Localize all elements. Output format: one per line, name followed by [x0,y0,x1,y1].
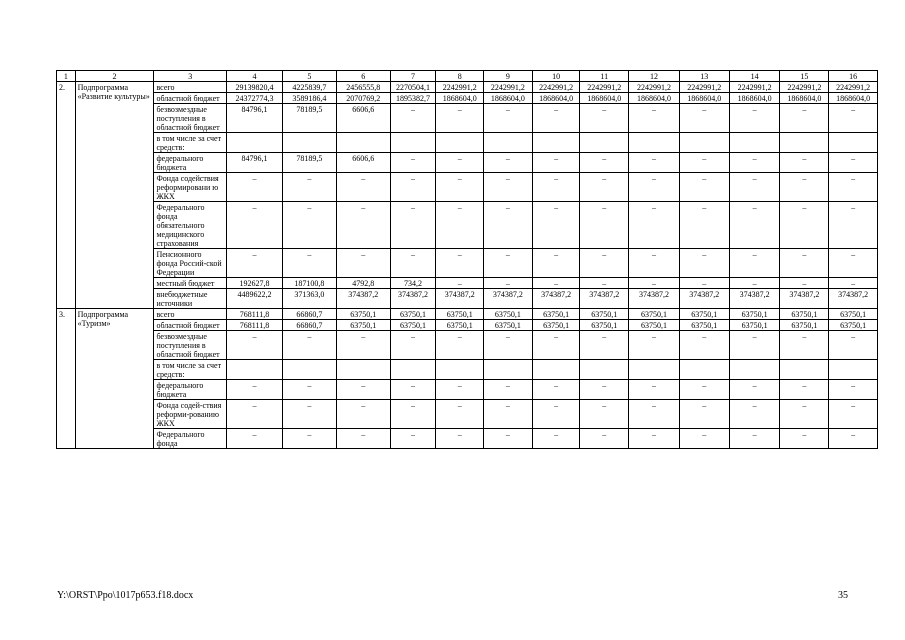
value-cell: – [436,249,484,278]
value-cell: 374387,2 [336,289,390,309]
value-cell: – [436,173,484,202]
value-cell: 374387,2 [484,289,533,309]
value-cell: 63750,1 [580,309,629,320]
header-cell: 16 [829,71,878,82]
value-cell: 374387,2 [390,289,436,309]
subprogram-name: Подпрограмма «Развитие культуры» [75,82,154,309]
value-cell: 6606,6 [336,153,390,173]
funding-source-label: федерального бюджета [154,380,227,400]
value-cell: 1868604,0 [829,93,878,104]
value-cell: – [679,249,729,278]
value-cell: – [336,380,390,400]
table-row [57,249,878,278]
value-cell: – [780,173,829,202]
value-cell: 2242991,2 [679,82,729,93]
value-cell: 1895382,7 [390,93,436,104]
value-cell: 2242991,2 [532,82,580,93]
value-cell: 63750,1 [679,309,729,320]
value-cell: – [436,153,484,173]
value-cell [390,360,436,380]
funding-source-label: областной бюджет [154,320,227,331]
table-row [57,278,878,289]
value-cell: – [436,278,484,289]
value-cell: – [282,202,336,249]
value-cell: – [390,331,436,360]
value-cell: 24372774,3 [227,93,283,104]
table-row [57,104,878,133]
value-cell: – [227,173,283,202]
value-cell: – [532,249,580,278]
value-cell: 2456555,8 [336,82,390,93]
header-cell: 9 [484,71,533,82]
value-cell: – [729,249,780,278]
header-cell: 13 [679,71,729,82]
value-cell: 63750,1 [390,320,436,331]
value-cell: – [580,104,629,133]
value-cell: 2070769,2 [336,93,390,104]
value-cell: 2242991,2 [629,82,680,93]
value-cell: 371363,0 [282,289,336,309]
table-row [57,320,878,331]
value-cell: 78189,5 [282,153,336,173]
value-cell: – [436,331,484,360]
value-cell: 63750,1 [580,320,629,331]
value-cell: 63750,1 [336,309,390,320]
value-cell: – [227,202,283,249]
budget-table [56,70,878,449]
funding-source-label: внебюджетные источники [154,289,227,309]
value-cell: 374387,2 [436,289,484,309]
value-cell: – [484,104,533,133]
value-cell [679,133,729,153]
value-cell: – [729,380,780,400]
table-row [57,331,878,360]
header-cell: 7 [390,71,436,82]
value-cell: – [629,278,680,289]
value-cell: – [679,202,729,249]
value-cell: 374387,2 [679,289,729,309]
value-cell: 1868604,0 [629,93,680,104]
value-cell: – [390,429,436,449]
value-cell: – [390,104,436,133]
value-cell: – [780,331,829,360]
header-cell: 5 [282,71,336,82]
header-cell: 1 [57,71,76,82]
funding-source-label: в том числе за счет средств: [154,360,227,380]
value-cell: 1868604,0 [484,93,533,104]
value-cell: – [780,429,829,449]
value-cell: 374387,2 [629,289,680,309]
value-cell: – [729,104,780,133]
value-cell: – [336,202,390,249]
value-cell: – [532,153,580,173]
funding-source-label: всего [154,82,227,93]
value-cell: – [436,104,484,133]
value-cell: 66860,7 [282,309,336,320]
table-row [57,360,878,380]
value-cell: – [227,331,283,360]
value-cell [282,133,336,153]
value-cell: – [336,400,390,429]
funding-source-label: Федерального фонда [154,429,227,449]
value-cell: 63750,1 [780,320,829,331]
value-cell: – [532,429,580,449]
value-cell: 2242991,2 [580,82,629,93]
value-cell: – [780,400,829,429]
column-number-header [57,71,878,82]
header-cell: 3 [154,71,227,82]
value-cell: 768111,8 [227,309,283,320]
header-cell: 12 [629,71,680,82]
value-cell [484,133,533,153]
value-cell: 84796,1 [227,153,283,173]
header-cell: 4 [227,71,283,82]
value-cell: – [679,331,729,360]
value-cell: – [532,104,580,133]
value-cell: 374387,2 [532,289,580,309]
value-cell: 63750,1 [829,309,878,320]
value-cell: – [390,249,436,278]
value-cell: 63750,1 [679,320,729,331]
header-cell: 6 [336,71,390,82]
table-body [57,82,878,449]
value-cell: – [532,173,580,202]
value-cell: – [729,429,780,449]
value-cell: – [679,173,729,202]
value-cell: 63750,1 [629,309,680,320]
funding-source-label: в том числе за счет средств: [154,133,227,153]
value-cell: – [829,278,878,289]
value-cell: 63750,1 [436,309,484,320]
value-cell: 1868604,0 [729,93,780,104]
table-row [57,380,878,400]
value-cell: – [227,429,283,449]
value-cell: 374387,2 [780,289,829,309]
funding-source-label: всего [154,309,227,320]
funding-source-label: безвозмездные поступления в областной бюджет [154,331,227,360]
value-cell: – [484,380,533,400]
value-cell: – [679,278,729,289]
value-cell: – [580,202,629,249]
value-cell: – [780,153,829,173]
value-cell: – [729,331,780,360]
value-cell: 63750,1 [532,320,580,331]
header-cell: 2 [75,71,154,82]
table-row [57,153,878,173]
value-cell: – [580,278,629,289]
header-cell: 10 [532,71,580,82]
value-cell: – [484,429,533,449]
value-cell [780,133,829,153]
value-cell: – [532,278,580,289]
value-cell: – [729,278,780,289]
value-cell: 63750,1 [729,320,780,331]
value-cell: 6606,6 [336,104,390,133]
value-cell: – [729,400,780,429]
value-cell: – [436,400,484,429]
table-row [57,173,878,202]
value-cell: – [629,173,680,202]
funding-source-label: безвозмездные поступления в областной бюджет [154,104,227,133]
funding-source-label: Пенсионного фонда Россий-ской Федерации [154,249,227,278]
value-cell [227,360,283,380]
value-cell [436,133,484,153]
value-cell: 63750,1 [484,320,533,331]
value-cell [629,360,680,380]
header-row [57,71,878,82]
value-cell: 4225839,7 [282,82,336,93]
value-cell: – [390,400,436,429]
value-cell [436,360,484,380]
value-cell: – [629,429,680,449]
table-row [57,400,878,429]
value-cell: 734,2 [390,278,436,289]
value-cell: 63750,1 [532,309,580,320]
value-cell: – [390,202,436,249]
value-cell: 1868604,0 [780,93,829,104]
value-cell: – [580,153,629,173]
value-cell: – [227,400,283,429]
value-cell: 63750,1 [390,309,436,320]
value-cell: 1868604,0 [580,93,629,104]
value-cell: – [629,400,680,429]
value-cell: – [282,331,336,360]
value-cell: 63750,1 [829,320,878,331]
value-cell: – [532,331,580,360]
value-cell [532,360,580,380]
value-cell: 63750,1 [484,309,533,320]
value-cell: – [829,429,878,449]
table-row [57,429,878,449]
value-cell: – [829,249,878,278]
value-cell: – [580,380,629,400]
row-number: 3. [57,309,76,449]
value-cell: – [227,380,283,400]
value-cell [532,133,580,153]
value-cell: – [580,173,629,202]
value-cell: – [780,278,829,289]
value-cell: 187100,8 [282,278,336,289]
value-cell: 1868604,0 [532,93,580,104]
table-row [57,133,878,153]
value-cell: 1868604,0 [679,93,729,104]
value-cell: 374387,2 [829,289,878,309]
value-cell: 2242991,2 [436,82,484,93]
value-cell: – [336,331,390,360]
value-cell: – [532,380,580,400]
value-cell: – [679,429,729,449]
value-cell [390,133,436,153]
page-number: 35 [838,590,848,601]
value-cell: – [532,400,580,429]
value-cell [282,360,336,380]
table-row [57,82,878,93]
funding-source-label: Фонда содействия реформировани ю ЖКХ [154,173,227,202]
funding-source-label: областной бюджет [154,93,227,104]
table-row [57,309,878,320]
value-cell: – [780,249,829,278]
header-cell: 15 [780,71,829,82]
table-row [57,289,878,309]
value-cell: – [679,153,729,173]
value-cell: – [829,104,878,133]
value-cell [829,360,878,380]
header-cell: 11 [580,71,629,82]
value-cell: 84796,1 [227,104,283,133]
value-cell: 63750,1 [336,320,390,331]
value-cell: – [580,331,629,360]
funding-source-label: местный бюджет [154,278,227,289]
funding-source-label: Федерального фонда обязательного медицинского страхования [154,202,227,249]
value-cell: – [580,429,629,449]
value-cell: – [532,202,580,249]
value-cell: – [282,400,336,429]
value-cell: – [829,202,878,249]
value-cell: – [390,173,436,202]
value-cell: – [729,153,780,173]
value-cell: – [829,400,878,429]
value-cell [580,133,629,153]
table-row [57,202,878,249]
value-cell: – [336,173,390,202]
value-cell: – [282,249,336,278]
value-cell: – [436,380,484,400]
value-cell: – [484,249,533,278]
value-cell: – [629,104,680,133]
value-cell: 1868604,0 [436,93,484,104]
value-cell: 768111,8 [227,320,283,331]
value-cell [829,133,878,153]
document-path: Y:\ORST\Ppo\1017p653.f18.docx [57,590,194,601]
value-cell: 2242991,2 [729,82,780,93]
value-cell [780,360,829,380]
value-cell [336,133,390,153]
value-cell: 2242991,2 [484,82,533,93]
value-cell: 2242991,2 [829,82,878,93]
value-cell: – [780,202,829,249]
value-cell: 63750,1 [729,309,780,320]
table-row [57,93,878,104]
value-cell: 29139820,4 [227,82,283,93]
value-cell: 374387,2 [729,289,780,309]
value-cell: – [484,400,533,429]
value-cell: – [829,380,878,400]
value-cell: – [390,380,436,400]
value-cell: 2242991,2 [780,82,829,93]
value-cell: 192627,8 [227,278,283,289]
value-cell: – [729,202,780,249]
value-cell: – [390,153,436,173]
value-cell: – [336,429,390,449]
value-cell: – [629,202,680,249]
funding-source-label: Фонда содей-ствия реформи-рованию ЖКХ [154,400,227,429]
value-cell [729,133,780,153]
value-cell: – [679,104,729,133]
funding-source-label: федерального бюджета [154,153,227,173]
value-cell: – [484,173,533,202]
value-cell: 63750,1 [780,309,829,320]
value-cell: 4489622,2 [227,289,283,309]
subprogram-name: Подпрограмма «Туризм» [75,309,154,449]
value-cell: – [227,249,283,278]
value-cell: – [629,380,680,400]
value-cell: 66860,7 [282,320,336,331]
value-cell: – [629,249,680,278]
row-number: 2. [57,82,76,309]
value-cell: 63750,1 [629,320,680,331]
header-cell: 14 [729,71,780,82]
value-cell [580,360,629,380]
value-cell: 63750,1 [436,320,484,331]
value-cell: – [436,202,484,249]
value-cell: – [629,153,680,173]
value-cell [629,133,680,153]
value-cell [227,133,283,153]
value-cell: – [282,380,336,400]
value-cell [729,360,780,380]
value-cell: – [829,153,878,173]
value-cell: – [484,202,533,249]
value-cell: 3589186,4 [282,93,336,104]
value-cell: – [484,331,533,360]
value-cell: – [829,173,878,202]
value-cell: 374387,2 [580,289,629,309]
value-cell: – [629,331,680,360]
value-cell [679,360,729,380]
value-cell: – [484,278,533,289]
value-cell: – [829,331,878,360]
value-cell: – [484,153,533,173]
value-cell: – [679,380,729,400]
value-cell [336,360,390,380]
value-cell [484,360,533,380]
value-cell: – [336,249,390,278]
value-cell: – [580,249,629,278]
value-cell: – [282,429,336,449]
value-cell: – [679,400,729,429]
value-cell: – [780,380,829,400]
value-cell: 4792,8 [336,278,390,289]
value-cell: – [729,173,780,202]
value-cell: – [580,400,629,429]
value-cell: 78189,5 [282,104,336,133]
value-cell: – [282,173,336,202]
value-cell: 2270504,1 [390,82,436,93]
value-cell: – [436,429,484,449]
header-cell: 8 [436,71,484,82]
value-cell: – [780,104,829,133]
